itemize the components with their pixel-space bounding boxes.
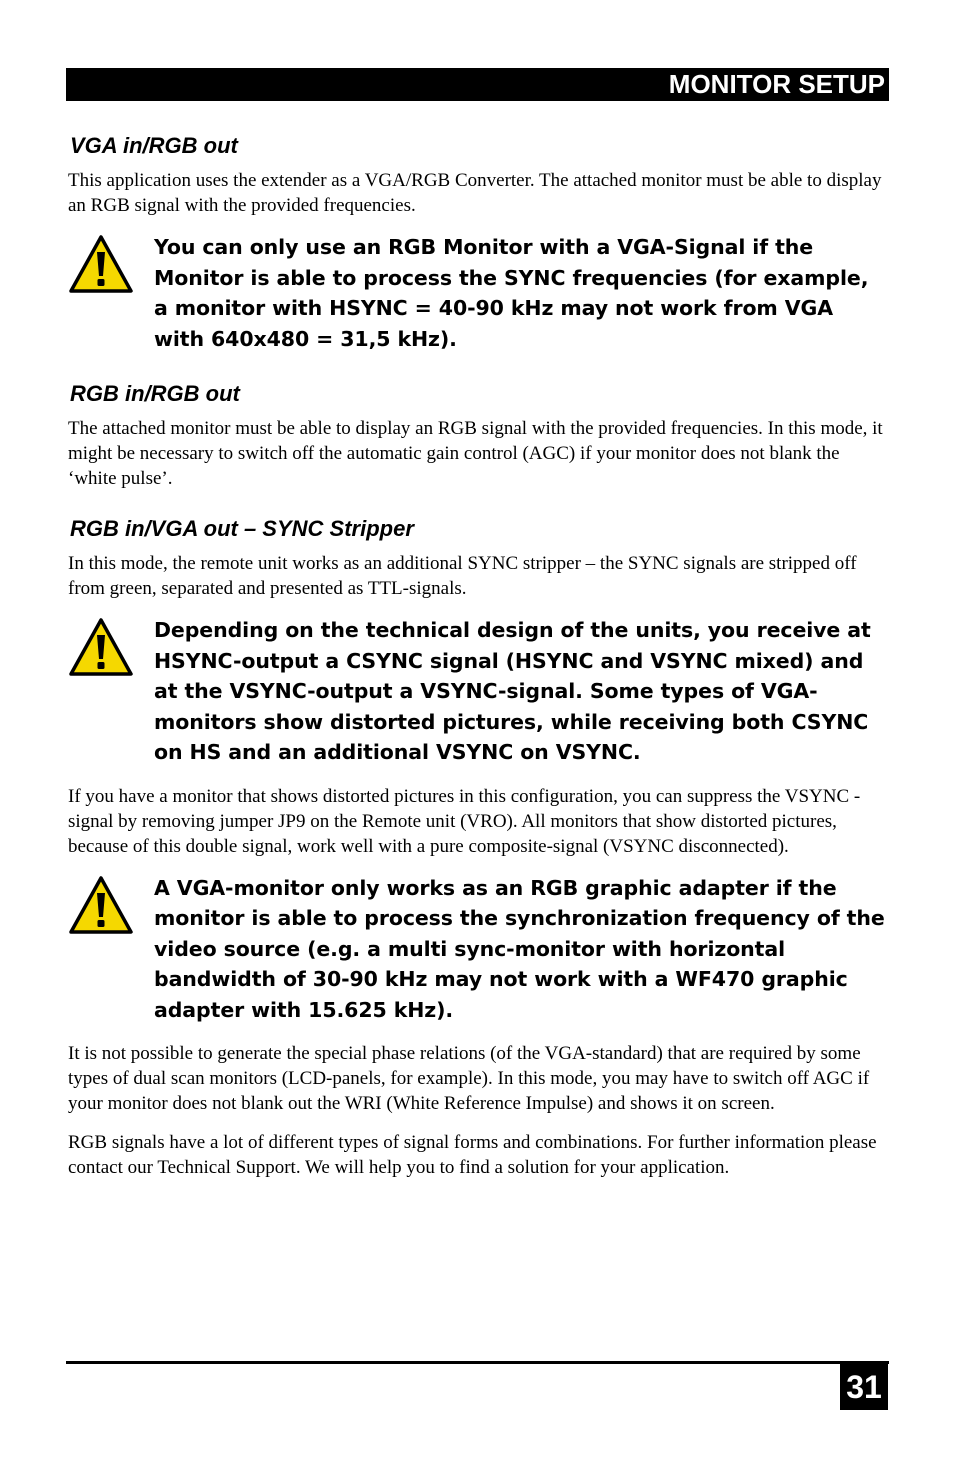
paragraph: It is not possible to generate the special phase relations (of the VGA-standard) that are required by some types of dual scan monitors (LCD-panels, for example). In this mode, you may have to switch off AGC if your monitor does not blank out the WRI (White Reference Impulse) and shows it on screen. (68, 1043, 870, 1114)
warning-text: A VGA-monitor only works as an RGB graphic adapter if the monitor is able to process the synchronization frequency of the video source (e.g. a multi sync-monitor with horizontal bandwidth of 30-90 kHz may not work with a WF470 graphic adapter with 15.625 kHz). (154, 875, 885, 1022)
footer-rule (66, 1361, 889, 1364)
paragraph: In this mode, the remote unit works as an additional SYNC stripper – the SYNC signals are stripped off from green, separated and presented as TTL-signals. (68, 553, 857, 599)
paragraph: If you have a monitor that shows distorted pictures in this configuration, you can suppress the VSYNC -signal by removing jumper JP9 on the Remote unit (VRO). All monitors that show distorted pictures, because of this double signal, work well with a pure composite-signal (VSYNC disconnected). (68, 785, 861, 857)
page-content (68, 132, 886, 1194)
warning-triangle-icon (68, 875, 134, 935)
warning-triangle-icon (68, 234, 134, 294)
paragraph: RGB signals have a lot of different types of signal forms and combinations. For further information please contact our Technical Support. We will help you to find a solution for your application. (68, 1132, 877, 1178)
paragraph: This application uses the extender as a VGA/RGB Converter. The attached monitor must be able to display an RGB signal with the provided frequencies. (68, 170, 882, 216)
warning-note (68, 615, 886, 768)
warning-note (68, 873, 886, 1026)
page-number: 31 (840, 1364, 888, 1410)
warning-text: Depending on the technical design of the units, you receive at HSYNC-output a CSYNC signal (HSYNC and VSYNC mixed) and at the VSYNC-output a VSYNC-signal. Some types of VGA-monitors show distorted pictures, while receiving both CSYNC on HS and an additional VSYNC on VSYNC. (154, 618, 871, 764)
section-heading-vga-in-rgb-out: VGA in/RGB out (70, 133, 238, 158)
warning-triangle-icon (68, 617, 134, 677)
section-heading-rgb-in-rgb-out: RGB in/RGB out (70, 381, 240, 406)
paragraph: The attached monitor must be able to display an RGB signal with the provided frequencies. In this mode, it might be necessary to switch off the automatic gain control (AGC) if your monitor does not blank the ‘white pulse’. (68, 418, 883, 489)
section-heading-rgb-in-vga-out: RGB in/VGA out – SYNC Stripper (70, 516, 414, 541)
warning-text: You can only use an RGB Monitor with a VGA-Signal if the Monitor is able to process the SYNC frequencies (for example, a monitor with HSYNC = 40-90 kHz may not work from VGA with 640x480 = 31,5 kHz). (154, 235, 869, 351)
page-header-title: MONITOR SETUP (66, 68, 889, 101)
warning-note (68, 232, 886, 354)
